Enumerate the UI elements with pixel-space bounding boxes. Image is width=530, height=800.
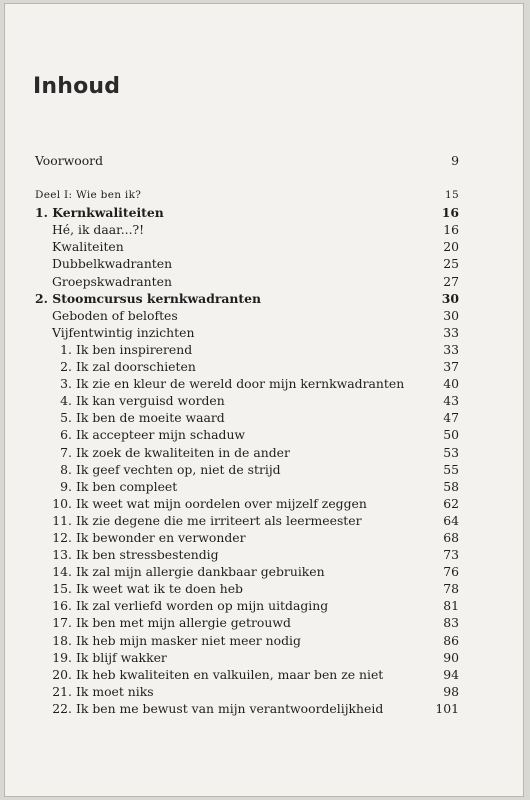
toc-insight-entry	[35, 512, 459, 529]
toc-insight-page: 73	[443, 547, 459, 563]
toc-insight-number: 6.	[60, 427, 72, 443]
toc-insight-entry	[35, 683, 459, 700]
toc-insight-entry	[35, 597, 459, 614]
toc-section-entry	[35, 221, 459, 238]
toc-insight-number: 7.	[60, 444, 72, 460]
toc-part-title: Deel I: Wie ben ik?	[35, 189, 142, 202]
toc-insight-number: 8.	[60, 461, 72, 477]
toc-section-entry	[35, 273, 459, 290]
toc-chapter-page: 16	[441, 205, 459, 221]
toc-chapter-2	[35, 290, 459, 307]
toc-section-title: Hé, ik daar...?!	[52, 222, 145, 238]
toc-insight-title: Ik bewonder en verwonder	[76, 529, 246, 545]
toc-insight-number: 22.	[52, 700, 72, 716]
toc-section-title: Dubbelkwadranten	[52, 256, 173, 272]
toc-insight-number: 11.	[52, 512, 72, 528]
toc-insight-title: Ik ben me bewust van mijn verantwoordelijkheid	[76, 700, 384, 716]
toc-part-page: 15	[445, 189, 459, 202]
toc-insight-entry	[35, 563, 459, 580]
toc-insight-title: Ik zoek de kwaliteiten in de ander	[76, 444, 290, 460]
toc-insight-page: 101	[435, 700, 459, 716]
table-of-contents	[35, 152, 459, 717]
toc-insight-entry	[35, 649, 459, 666]
toc-section-page: 16	[443, 222, 459, 238]
toc-insight-title: Ik ben inspirerend	[76, 341, 193, 357]
toc-insight-page: 33	[443, 341, 459, 357]
toc-insight-title: Ik weet wat ik te doen heb	[76, 581, 243, 597]
toc-section-entry	[35, 324, 459, 341]
toc-insight-title: Ik ben met mijn allergie getrouwd	[76, 615, 291, 631]
toc-insight-title: Ik kan verguisd worden	[76, 393, 225, 409]
toc-insight-page: 86	[443, 632, 459, 648]
toc-entry-page: 9	[451, 153, 459, 168]
toc-insight-entry	[35, 478, 459, 495]
toc-insight-entry	[35, 409, 459, 426]
toc-insight-entry	[35, 341, 459, 358]
toc-insight-entry	[35, 700, 459, 717]
toc-insight-page: 37	[443, 359, 459, 375]
toc-section-title: Vijfentwintig inzichten	[52, 324, 195, 340]
toc-insight-page: 55	[443, 461, 459, 477]
toc-chapter-title: 2. Stoomcursus kernkwadranten	[35, 290, 262, 306]
toc-insight-number: 16.	[52, 598, 72, 614]
toc-section-title: Groepskwadranten	[52, 273, 172, 289]
toc-insight-number: 3.	[60, 376, 72, 392]
toc-insight-number: 20.	[52, 666, 72, 682]
toc-insight-number: 14.	[52, 564, 72, 580]
toc-insight-title: Ik ben stressbestendig	[76, 547, 219, 563]
toc-insight-page: 58	[443, 478, 459, 494]
toc-insight-entry	[35, 461, 459, 478]
toc-section-entry	[35, 255, 459, 272]
toc-insight-number: 15.	[52, 581, 72, 597]
toc-insight-title: Ik accepteer mijn schaduw	[76, 427, 246, 443]
toc-insight-page: 98	[443, 683, 459, 699]
toc-insight-page: 50	[443, 427, 459, 443]
toc-section-title: Kwaliteiten	[52, 239, 124, 255]
toc-insight-entry	[35, 444, 459, 461]
toc-insight-title: Ik geef vechten op, niet de strijd	[76, 461, 281, 477]
toc-insight-number: 2.	[60, 359, 72, 375]
toc-insight-title: Ik moet niks	[76, 683, 154, 699]
toc-insight-title: Ik ben compleet	[76, 478, 178, 494]
toc-insight-title: Ik weet wat mijn oordelen over mijzelf zeggen	[76, 495, 367, 511]
toc-insight-entry	[35, 495, 459, 512]
toc-insight-title: Ik blijf wakker	[76, 649, 167, 665]
toc-insight-title: Ik heb kwaliteiten en valkuilen, maar ben ze niet	[76, 666, 384, 682]
toc-insight-title: Ik zal mijn allergie dankbaar gebruiken	[76, 564, 325, 580]
book-page	[4, 3, 524, 797]
toc-insight-page: 40	[443, 376, 459, 392]
toc-insight-entry	[35, 358, 459, 375]
toc-insight-page: 64	[443, 512, 459, 528]
toc-insight-entry	[35, 546, 459, 563]
toc-insight-page: 83	[443, 615, 459, 631]
toc-entry-voorwoord	[35, 152, 459, 169]
toc-insight-title: Ik zie en kleur de wereld door mijn kernkwadranten	[76, 376, 405, 392]
toc-insight-title: Ik zie degene die me irriteert als leermeester	[76, 512, 362, 528]
toc-section-page: 33	[443, 324, 459, 340]
toc-insight-number: 9.	[60, 478, 72, 494]
toc-insight-page: 68	[443, 529, 459, 545]
toc-insight-number: 21.	[52, 683, 72, 699]
toc-insight-number: 10.	[52, 495, 72, 511]
toc-insight-number: 18.	[52, 632, 72, 648]
toc-insight-entry	[35, 580, 459, 597]
toc-insight-title: Ik zal doorschieten	[76, 359, 196, 375]
toc-insight-number: 5.	[60, 410, 72, 426]
toc-insight-page: 81	[443, 598, 459, 614]
toc-insight-entry	[35, 426, 459, 443]
page-title: Inhoud	[33, 74, 121, 99]
toc-insight-page: 78	[443, 581, 459, 597]
toc-insight-number: 1.	[60, 341, 72, 357]
toc-insight-number: 13.	[52, 547, 72, 563]
toc-insight-entry	[35, 375, 459, 392]
toc-chapter-page: 30	[441, 290, 459, 306]
toc-entry-title: Voorwoord	[35, 153, 104, 168]
toc-insight-entry	[35, 632, 459, 649]
toc-insight-page: 53	[443, 444, 459, 460]
toc-insight-entry	[35, 529, 459, 546]
toc-insight-number: 12.	[52, 529, 72, 545]
toc-part-heading	[35, 187, 459, 204]
toc-insight-title: Ik heb mijn masker niet meer nodig	[76, 632, 301, 648]
toc-insight-title: Ik ben de moeite waard	[76, 410, 225, 426]
toc-insight-entry	[35, 666, 459, 683]
toc-section-entry	[35, 307, 459, 324]
toc-insight-entry	[35, 614, 459, 631]
toc-insight-page: 90	[443, 649, 459, 665]
toc-section-title: Geboden of beloftes	[52, 307, 178, 323]
toc-insight-number: 19.	[52, 649, 72, 665]
toc-insight-page: 94	[443, 666, 459, 682]
toc-section-page: 20	[443, 239, 459, 255]
toc-insight-page: 76	[443, 564, 459, 580]
toc-section-page: 25	[443, 256, 459, 272]
toc-section-page: 27	[443, 273, 459, 289]
toc-chapter-1	[35, 204, 459, 221]
spacer	[35, 169, 459, 187]
toc-insight-number: 4.	[60, 393, 72, 409]
toc-section-entry	[35, 238, 459, 255]
toc-insight-page: 47	[443, 410, 459, 426]
toc-insight-page: 62	[443, 495, 459, 511]
toc-insight-page: 43	[443, 393, 459, 409]
toc-insight-title: Ik zal verliefd worden op mijn uitdaging	[76, 598, 329, 614]
toc-section-page: 30	[443, 307, 459, 323]
toc-insight-entry	[35, 392, 459, 409]
toc-chapter-title: 1. Kernkwaliteiten	[35, 205, 164, 221]
toc-insight-number: 17.	[52, 615, 72, 631]
